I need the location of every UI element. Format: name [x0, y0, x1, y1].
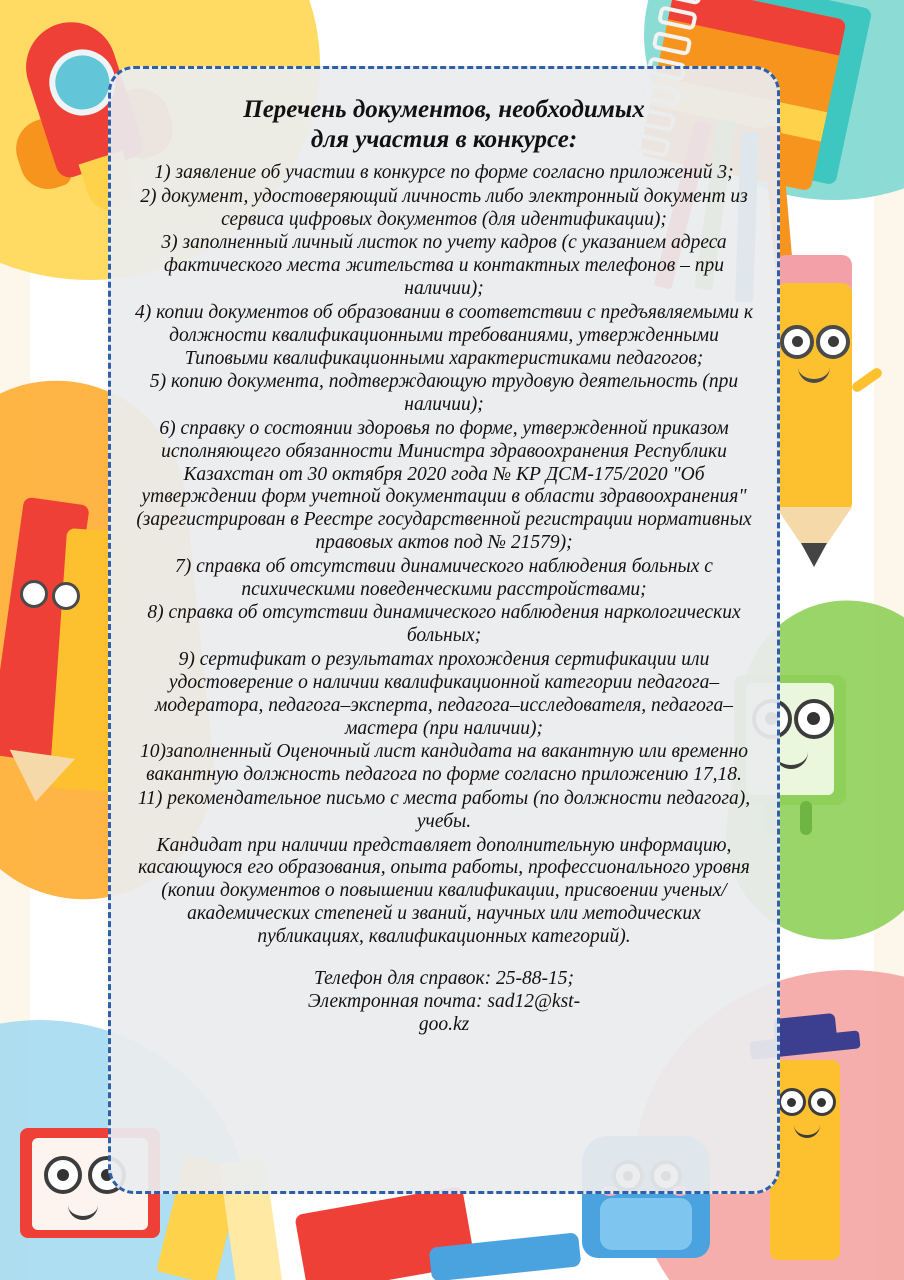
list-item: 11) рекомендательное письмо с места работы (по должности педагога), учебы. [137, 787, 751, 832]
closing-paragraph: Кандидат при наличии представляет дополнительную информацию, касающуюся его образования, опыта работы, профессионального уровня (копии документов о повышении квалификации, присвоении ученых/академических степеней и званий, научных или методических публикациях, квалификационных категорий). [138, 834, 750, 947]
contact-email-line-1: Электронная почта: sad12@kst- [307, 991, 581, 1013]
list-item: 3) заполненный личный листок по учету кадров (с указанием адреса фактического места жительства и контактных телефонов – при наличии); [161, 232, 727, 300]
list-item: 7) справка об отсутствии динамического наблюдения больных с психическими поведенческими расстройствами; [175, 555, 713, 600]
page-title-line-1: Перечень документов, необходимых [243, 96, 645, 123]
list-item: 4) копии документов об образовании в соответствии с предъявляемыми к должности квалификационными требованиями, утвержденными Типовыми квалификационными характеристиками педагогов; [134, 301, 754, 369]
contact-email-line-2: goo.kz [418, 1014, 470, 1036]
requirements-list [133, 162, 755, 949]
list-item: 8) справка об отсутствии динамического наблюдения наркологических больных; [147, 602, 741, 647]
list-item: 1) заявление об участии в конкурсе по форме согласно приложений 3; [154, 162, 734, 183]
list-item: 10)заполненный Оценочный лист кандидата на вакантную или временно вакантную должность педагога по форме согласно приложению 17,18. [139, 741, 749, 786]
page-title-line-2: для участия в конкурсе: [310, 125, 578, 153]
list-item: 9) сертификат о результатах прохождения сертификации или удостоверение о наличии квалификационной категории педагога–модератора, педагога–эксперта, педагога–исследователя, педагога–мастера (при наличии); [154, 649, 734, 739]
contact-phone: Телефон для справок: 25-88-15; [314, 967, 574, 989]
list-item: 5) копию документа, подтверждающую трудовую деятельность (при наличии); [149, 371, 739, 416]
document-card [108, 66, 780, 1194]
list-item: 6) справку о состоянии здоровья по форме, утвержденной приказом исполняющего обязанности Министра здравоохранения Республики Казахстан от 30 октября 2020 года № КР ДСМ-175/2020 "Об утверждении форм учетной документации в области здравоохранения" (зарегистрирован в Реестре государственной регистрации нормативных правовых актов под № 21579); [136, 417, 752, 553]
list-item: 2) документ, удостоверяющий личность либо электронный документ из сервиса цифровых документов (для идентификации); [140, 185, 748, 230]
page-title [133, 95, 755, 154]
contacts-block [133, 967, 755, 1037]
